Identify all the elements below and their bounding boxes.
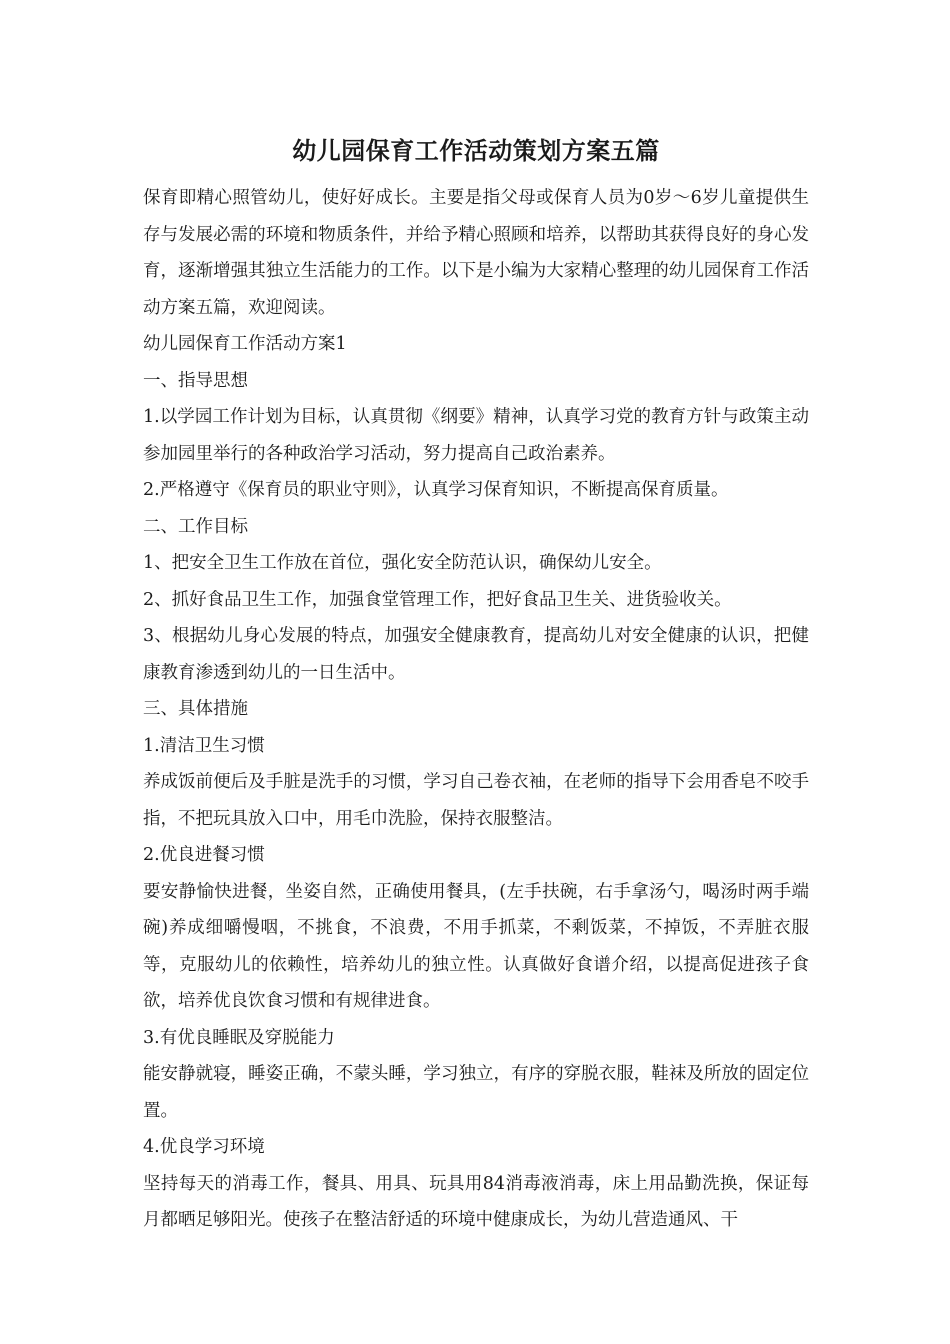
body-paragraph: 养成饭前便后及手脏是洗手的习惯，学习自己卷衣袖，在老师的指导下会用香皂不咬手指，不把玩具放入口中，用毛巾洗脸，保持衣服整洁。 [143,772,809,829]
list-item: 2.严格遵守《保育员的职业守则》，认真学习保育知识，不断提高保育质量。 [143,480,729,500]
section-heading: 三、具体措施 [143,699,248,719]
body-paragraph: 要安静愉快进餐，坐姿自然，正确使用餐具，(左手扶碗，右手拿汤勺，喝汤时两手端碗)养成细嚼慢咽，不挑食，不浪费，不用手抓菜，不剩饭菜，不掉饭，不弄脏衣服等，克服幼儿的依赖性，培养幼儿的独立性。认真做好食谱介绍，以提高促进孩子食欲，培养优良饮食习惯和有规律进食。 [143,881,809,1011]
subsection-heading: 1.清洁卫生习惯 [143,735,265,756]
plan-heading: 幼儿园保育工作活动方案1 [143,334,347,354]
body-paragraph: 坚持每天的消毒工作，餐具、用具、玩具用84消毒液消毒，床上用品勤洗换，保证每月都晒足够阳光。使孩子在整洁舒适的环境中健康成长，为幼儿营造通风、干 [143,1173,809,1230]
body-paragraph: 能安静就寝，睡姿正确，不蒙头睡，学习独立，有序的穿脱衣服，鞋袜及所放的固定位置。 [143,1064,809,1121]
document-page [143,128,809,1239]
intro-paragraph: 保育即精心照管幼儿，使好好成长。主要是指父母或保育人员为0岁～6岁儿童提供生存与发展必需的环境和物质条件，并给予精心照顾和培养，以帮助其获得良好的身心发育，逐渐增强其独立生活能力的工作。以下是小编为大家精心整理的幼儿园保育工作活动方案五篇，欢迎阅读。 [143,188,809,318]
section-heading: 一、指导思想 [143,370,248,391]
subsection-heading: 4.优良学习环境 [143,1137,265,1157]
subsection-heading: 3.有优良睡眠及穿脱能力 [143,1027,335,1048]
list-item: 2、抓好食品卫生工作，加强食堂管理工作，把好食品卫生关、进货验收关。 [143,589,732,610]
section-heading: 二、工作目标 [143,516,248,537]
list-item: 3、根据幼儿身心发展的特点，加强安全健康教育，提高幼儿对安全健康的认识，把健康教育渗透到幼儿的一日生活中。 [143,626,809,683]
list-item: 1.以学园工作计划为目标，认真贯彻《纲要》精神，认真学习党的教育方针与政策主动参加园里举行的各种政治学习活动，努力提高自己政治素养。 [143,407,809,464]
subsection-heading: 2.优良进餐习惯 [143,845,265,865]
list-item: 1、把安全卫生工作放在首位，强化安全防范认识，确保幼儿安全。 [143,553,662,573]
document-title: 幼儿园保育工作活动策划方案五篇 [292,136,660,165]
